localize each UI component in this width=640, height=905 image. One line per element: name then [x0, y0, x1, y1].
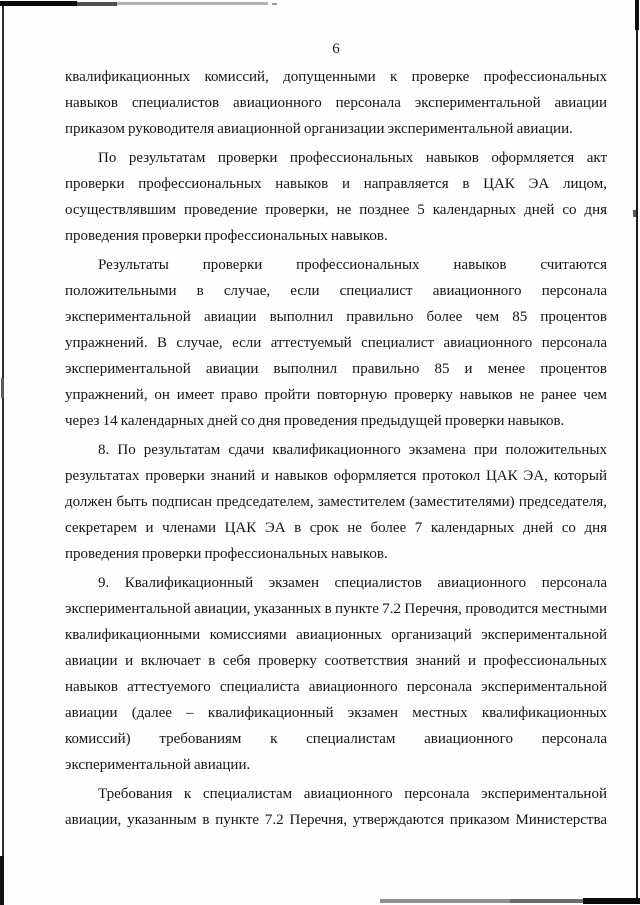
scan-artifact-top-right-mark [635, 0, 639, 30]
text-line: секретарем и членами ЦАК ЭА в срок не более 7 календарных дней со дня [65, 520, 607, 536]
paragraph [65, 252, 607, 434]
scan-artifact-bottom-black-bar [583, 898, 640, 904]
scan-artifact-bottom-dark-bar [510, 899, 583, 903]
text-line: Результаты проверки профессиональных навыков считаются [98, 257, 607, 273]
paragraph [65, 781, 607, 833]
page-number: 6 [332, 41, 340, 57]
text-line: должен быть подписан председателем, заместителем (заместителями) председателя, [65, 494, 607, 510]
text-line: авиации и включает в себя проверку соответствия знаний и профессиональных [65, 653, 607, 669]
scan-artifact-right-tick [633, 210, 636, 217]
text-line: квалификационных комиссий, допущенными к проверке профессиональных [65, 69, 607, 85]
paragraph [65, 437, 607, 567]
text-line: Требования к специалистам авиационного персонала экспериментальной [98, 786, 607, 802]
text-line: По результатам проверки профессиональных навыков оформляется акт [98, 150, 607, 166]
text-line: комиссий) требованиям к специалистам авиационного персонала [65, 731, 607, 747]
text-line: результатах проверки знаний и навыков оформляется протокол ЦАК ЭА, который [65, 468, 607, 484]
scan-artifact-bottom-left-mark [0, 856, 4, 905]
scan-artifact-top-light-bar [117, 2, 268, 5]
text-line: приказом руководителя авиационной организации экспериментальной авиации. [65, 121, 573, 137]
text-line: осуществлявшим проведение проверки, не позднее 5 календарных дней со дня [65, 202, 607, 218]
text-line: проведения проверки профессиональных навыков. [65, 546, 388, 562]
paragraph [65, 145, 607, 249]
scan-artifact-left-tick [1, 378, 4, 398]
document-content [65, 36, 607, 833]
scan-artifact-top-black-bar [0, 1, 77, 6]
document-body [65, 64, 607, 833]
text-line: экспериментальной авиации. [65, 757, 251, 773]
paragraph [65, 570, 607, 778]
text-line: 9. Квалификационный экзамен специалистов авиационного персонала [98, 575, 607, 591]
text-line: проведения проверки профессиональных навыков. [65, 228, 388, 244]
text-line: 8. По результатам сдачи квалификационного экзамена при положительных [98, 442, 607, 458]
paragraph [65, 64, 607, 142]
text-line: экспериментальной авиации выполнил правильно 85 и менее процентов [65, 361, 607, 377]
scan-edge-left-line [2, 6, 4, 905]
text-line: упражнений, он имеет право пройти повторную проверку навыков не ранее чем [65, 387, 607, 403]
text-line: авиации (далее – квалификационный экзамен местных квалификационных [65, 705, 607, 721]
text-line: экспериментальной авиации, указанных в пункте 7.2 Перечня, проводится местными [65, 601, 607, 617]
text-line: навыков специалистов авиационного персонала экспериментальной авиации [65, 95, 607, 111]
scan-edge-right-line [636, 8, 638, 900]
text-line: упражнений. В случае, если аттестуемый специалист авиационного персонала [65, 335, 607, 351]
text-line: положительными в случае, если специалист авиационного персонала [65, 283, 607, 299]
text-line: экспериментальной авиации выполнил правильно более чем 85 процентов [65, 309, 607, 325]
scan-artifact-bottom-gray-bar [380, 899, 510, 903]
text-line: через 14 календарных дней со дня проведения предыдущей проверки навыков. [65, 413, 565, 429]
text-line: проверки профессиональных навыков и направляется в ЦАК ЭА лицом, [65, 176, 607, 192]
scan-artifact-top-dark-bar [77, 2, 117, 6]
scan-artifact-top-dot [272, 3, 277, 5]
text-line: квалификационными комиссиями авиационных организаций экспериментальной [65, 627, 607, 643]
text-line: авиации, указанным в пункте 7.2 Перечня, утверждаются приказом Министерства [65, 812, 607, 828]
text-line: навыков аттестуемого специалиста авиационного персонала экспериментальной [65, 679, 607, 695]
